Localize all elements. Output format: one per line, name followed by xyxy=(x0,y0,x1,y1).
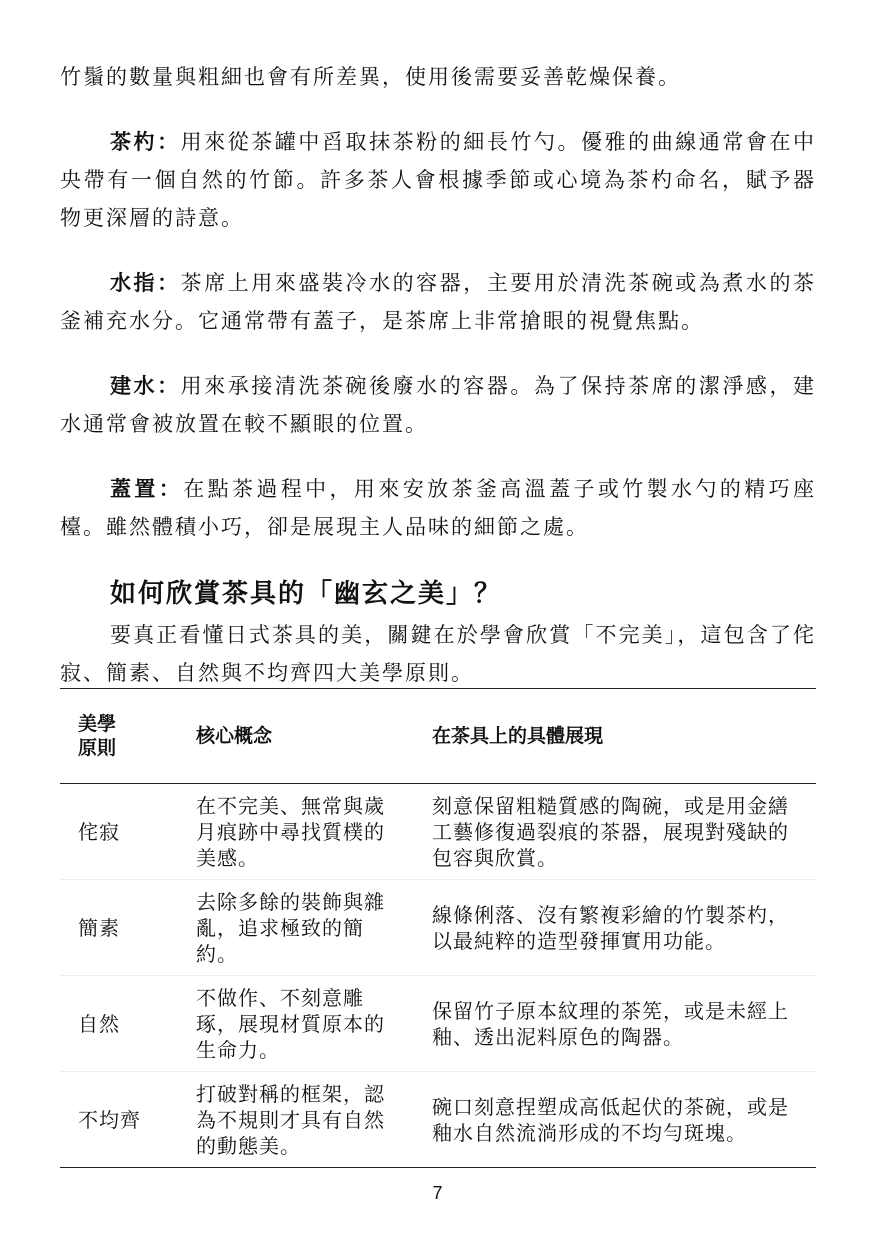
cell-concept: 不做作、不刻意雕琢，展現材質原本的生命力。 xyxy=(178,976,414,1072)
header-principle: 美學原則 xyxy=(60,689,178,784)
cell-manifestation: 保留竹子原本紋理的茶筅，或是未經上釉、透出泥料原色的陶器。 xyxy=(414,976,816,1072)
table-row xyxy=(60,976,816,1072)
table-header-row xyxy=(60,689,816,784)
page-number: 7 xyxy=(432,1183,443,1203)
section-intro: 要真正看懂日式茶具的美，關鍵在於學會欣賞「不完美」，這包含了侘寂、簡素、自然與不均齊四大美學原則。 xyxy=(60,623,816,685)
paragraph-text: 在點茶過程中，用來安放茶釜高溫蓋子或竹製水勺的精巧座檯。雖然體積小巧，卻是展現主人品味的細節之處。 xyxy=(60,477,817,539)
table-row xyxy=(60,1072,816,1168)
paragraph-continued xyxy=(60,58,816,96)
term-label: 蓋置： xyxy=(110,477,184,501)
cell-concept: 去除多餘的裝飾與雜亂，追求極致的簡約。 xyxy=(178,880,414,976)
paragraph-mizusashi xyxy=(60,264,816,340)
cell-manifestation: 線條俐落、沒有繁複彩繪的竹製茶杓，以最純粹的造型發揮實用功能。 xyxy=(414,880,816,976)
term-label: 茶杓： xyxy=(110,130,181,154)
paragraph-futaoki xyxy=(60,470,816,546)
section-heading: 如何欣賞茶具的「幽玄之美」？ xyxy=(110,579,503,609)
term-label: 水指： xyxy=(110,271,181,295)
paragraph-kensui xyxy=(60,367,816,443)
document-body xyxy=(60,58,816,692)
cell-principle: 簡素 xyxy=(60,880,178,976)
cell-principle: 侘寂 xyxy=(60,784,178,880)
paragraph-chashaku xyxy=(60,123,816,237)
cell-concept: 在不完美、無常與歲月痕跡中尋找質樸的美感。 xyxy=(178,784,414,880)
cell-manifestation: 碗口刻意捏塑成高低起伏的茶碗，或是釉水自然流淌形成的不均勻斑塊。 xyxy=(414,1072,816,1168)
cell-concept: 打破對稱的框架，認為不規則才具有自然的動態美。 xyxy=(178,1072,414,1168)
paragraph-text: 用來從茶罐中舀取抹茶粉的細長竹勺。優雅的曲線通常會在中央帶有一個自然的竹節。許多茶人會根據季節或心境為茶杓命名，賦予器物更深層的詩意。 xyxy=(60,130,816,230)
table-row xyxy=(60,880,816,976)
paragraph-text: 竹鬚的數量與粗細也會有所差異，使用後需要妥善乾燥保養。 xyxy=(60,65,681,89)
aesthetics-table xyxy=(60,688,816,1168)
cell-principle: 自然 xyxy=(60,976,178,1072)
term-label: 建水： xyxy=(110,374,181,398)
paragraph-text: 茶席上用來盛裝冷水的容器，主要用於清洗茶碗或為煮水的茶釜補充水分。它通常帶有蓋子，是茶席上非常搶眼的視覺焦點。 xyxy=(60,271,816,333)
header-manifestation: 在茶具上的具體展現 xyxy=(414,689,816,784)
header-concept: 核心概念 xyxy=(178,689,414,784)
paragraph-text: 用來承接清洗茶碗後廢水的容器。為了保持茶席的潔淨感，建水通常會被放置在較不顯眼的位置。 xyxy=(60,374,816,436)
cell-manifestation: 刻意保留粗糙質感的陶碗，或是用金繕工藝修復過裂痕的茶器，展現對殘缺的包容與欣賞。 xyxy=(414,784,816,880)
table-row xyxy=(60,784,816,880)
cell-principle: 不均齊 xyxy=(60,1072,178,1168)
